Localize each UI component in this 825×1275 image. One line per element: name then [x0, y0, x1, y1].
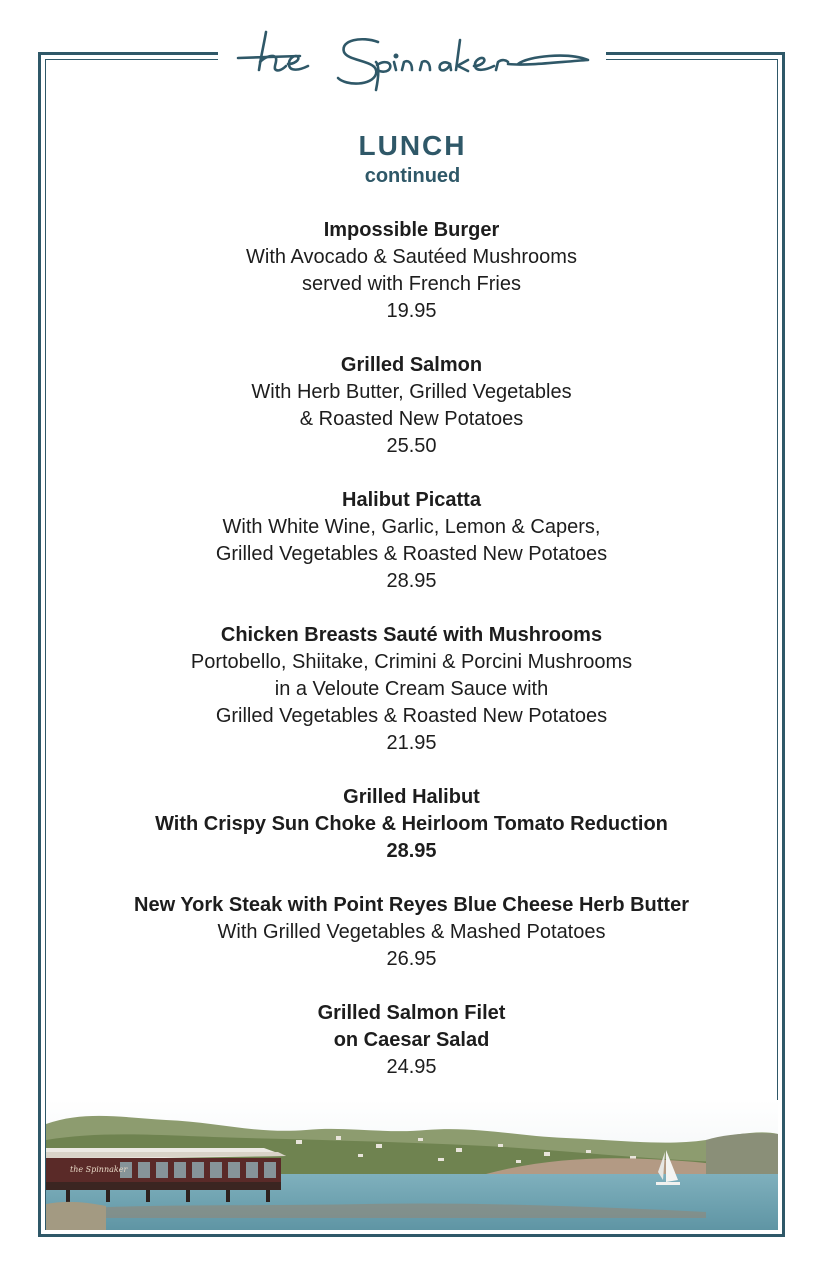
waterfront-photo: [46, 1100, 778, 1230]
item-price: 19.95: [386, 300, 437, 322]
item-price: 24.95: [386, 1056, 437, 1078]
item-name: Grilled Halibut: [343, 786, 480, 808]
item-price: 26.95: [386, 948, 437, 970]
menu-item: [45, 784, 778, 865]
item-description: With White Wine, Garlic, Lemon & Capers,: [222, 516, 601, 538]
item-description: Grilled Vegetables & Roasted New Potatoes: [215, 705, 608, 727]
item-description: Portobello, Shiitake, Crimini & Porcini Mushrooms: [190, 651, 633, 673]
item-description: Grilled Vegetables & Roasted New Potatoes: [215, 543, 608, 565]
svg-text:the Spinnaker: the Spinnaker: [70, 1165, 128, 1174]
section-subtitle: continued: [364, 165, 461, 187]
item-price: 28.95: [386, 840, 437, 862]
menu-item: [45, 352, 778, 460]
section-title: LUNCH: [358, 130, 467, 161]
item-price: 25.50: [386, 435, 437, 457]
item-description: With Herb Butter, Grilled Vegetables: [251, 381, 572, 403]
item-description: With Avocado & Sautéed Mushrooms: [246, 246, 577, 268]
item-description: With Crispy Sun Choke & Heirloom Tomato Reduction: [155, 813, 668, 835]
item-description: in a Veloute Cream Sauce with: [274, 678, 549, 700]
menu-item: [45, 1000, 778, 1081]
spinnaker-logo: [228, 22, 598, 94]
menu-item: [45, 487, 778, 595]
item-price: 21.95: [386, 732, 437, 754]
item-description: served with French Fries: [302, 273, 521, 295]
item-name: Halibut Picatta: [342, 489, 481, 511]
item-name: Impossible Burger: [323, 219, 500, 241]
menu-list: [45, 217, 778, 1108]
menu-item: [45, 892, 778, 973]
item-description: With Grilled Vegetables & Mashed Potatoes: [217, 921, 606, 943]
menu-item: [45, 217, 778, 325]
item-price: 28.95: [386, 570, 437, 592]
item-name: New York Steak with Point Reyes Blue Cheese Herb Butter: [134, 894, 689, 916]
item-description: & Roasted New Potatoes: [299, 408, 524, 430]
item-name: Grilled Salmon: [340, 354, 483, 376]
menu-item: [45, 622, 778, 757]
item-description: on Caesar Salad: [333, 1029, 490, 1051]
item-name: Chicken Breasts Sauté with Mushrooms: [220, 624, 603, 646]
item-name: Grilled Salmon Filet: [317, 1002, 506, 1024]
